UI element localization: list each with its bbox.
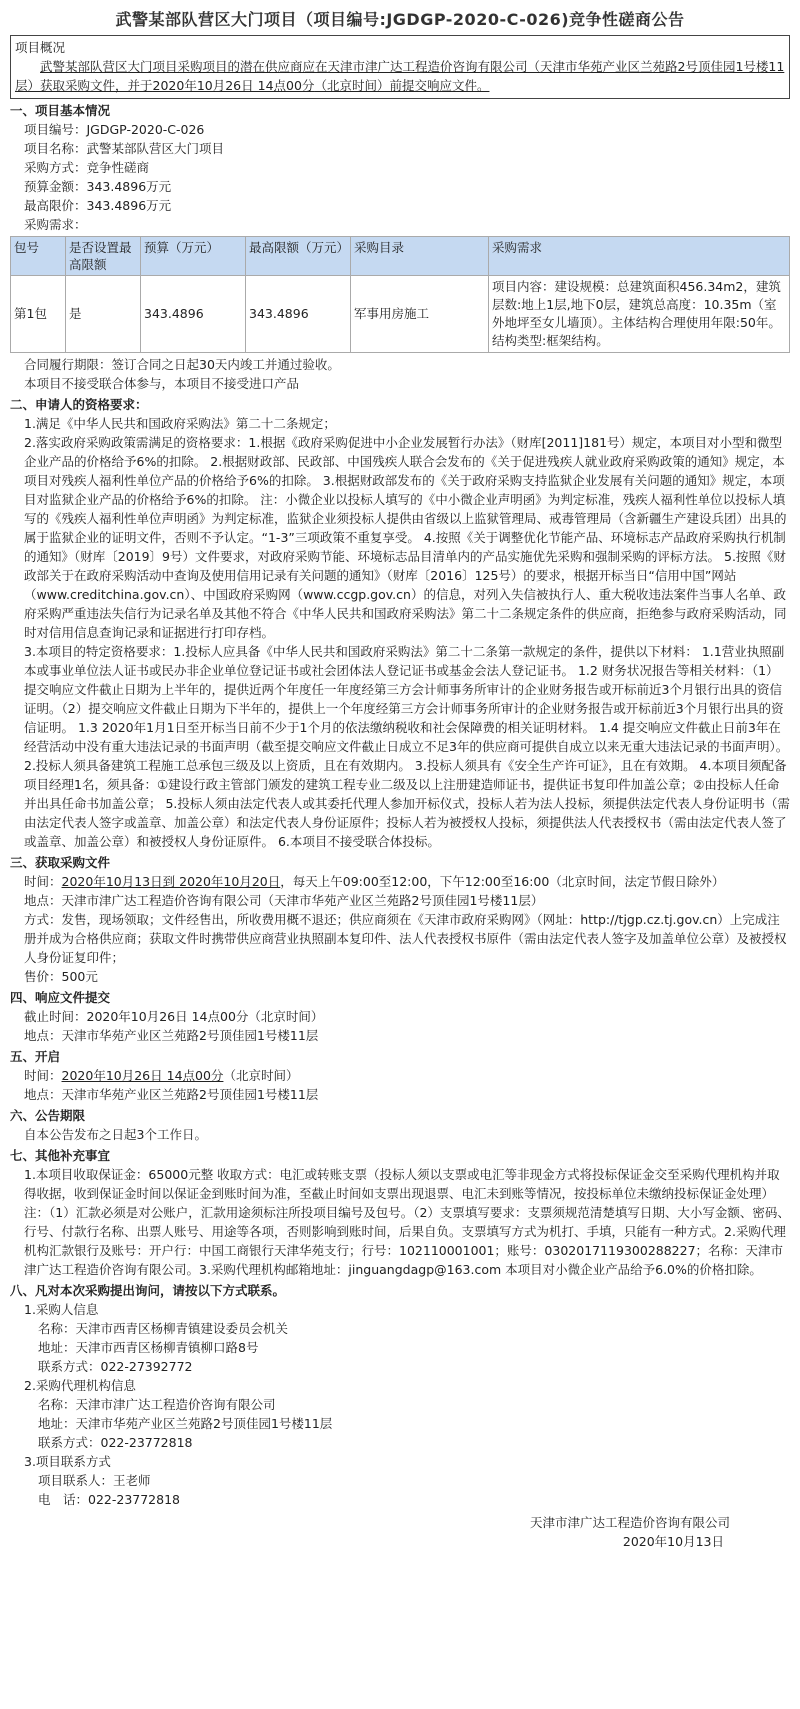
signature-block [10, 1513, 790, 1551]
section-6-body [10, 1125, 790, 1144]
col-header-budget: 预算（万元） [141, 237, 246, 276]
project-contact-title: 3.项目联系方式 [24, 1454, 111, 1469]
signature-date: 2020年10月13日 [622, 1534, 724, 1549]
project-name: 项目名称：武警某部队营区大门项目 [24, 141, 225, 156]
section-5-body [10, 1066, 790, 1104]
overview-text-post: （北京时间）前提交响应文件。 [314, 78, 490, 93]
col-header-package: 包号 [11, 237, 66, 276]
opening-time-suffix: （北京时间） [223, 1068, 299, 1083]
opening-time [24, 1066, 790, 1085]
cell-needs: 项目内容：建设规模：总建筑面积456.34m2，建筑层数:地上1层,地下0层，建筑总高度：10.35m（室外地坪至女儿墙顶）。主体结构合理使用年限:50年。结构类型:框架结构。 [489, 276, 790, 353]
section-1-heading: 一、项目基本情况 [10, 103, 111, 118]
project-number: 项目编号：JGDGP-2020-C-026 [24, 122, 205, 137]
section-7-body [10, 1165, 790, 1279]
purchaser-title: 1.采购人信息 [24, 1302, 99, 1317]
consortium-note: 本项目不接受联合体参与，本项目不接受进口产品 [24, 376, 300, 391]
max-price: 最高限价：343.4896万元 [24, 198, 172, 213]
purchaser-contact: 联系方式：022-27392772 [38, 1359, 193, 1374]
obtain-price: 售价：500元 [24, 969, 98, 984]
opening-place: 地点：天津市华苑产业区兰苑路2号顶佳园1号楼11层 [24, 1087, 319, 1102]
obtain-time-label: 时间： [24, 874, 62, 889]
submit-deadline: 截止时间：2020年10月26日 14点00分（北京时间） [24, 1009, 324, 1024]
section-5-heading: 五、开启 [10, 1049, 61, 1064]
agency-name: 名称：天津市津广达工程造价咨询有限公司 [38, 1397, 276, 1412]
contract-period: 合同履行期限：签订合同之日起30天内竣工并通过验收。 [24, 357, 340, 372]
cell-max-limit: 343.4896 [246, 276, 351, 353]
qualification-p2: 2.落实政府采购政策需满足的资格要求：1.根据《政府采购促进中小企业发展暂行办法》（财库[2011]181号）规定，本项目对小型和微型企业产品的价格给予6%的扣除。 2.根据财政部、民政部、中国残疾人联合会发布的《关于促进残疾人就业政府采购政策的通知》规定，本项目对残疾人福利性单位产品的价格给予6%的扣除。 3.根据财政部发布的《关于政府采购支持监狱企业发展有关问题的通知》规定，本项目对监狱企业产品的价格给予6%的扣除。 注：小微企业以投标人填写的《中小微企业声明函》为判定标准，残疾人福利性单位以投标人填写的《残疾人福利性单位声明函》为判定标准，监狱企业须投标人提供由省级以上监狱管理局、戒毒管理局（含新疆生产建设兵团）出具的属于监狱企业的证明文件，否则不予认定。“1-3”三项政策不重复享受。 4.按照《关于调整优化节能产品、环境标志产品政府采购执行机制的通知》（财库〔2019〕9号）文件要求，对政府采购节能、环境标志品目清单内的产品实施优先采购和强制采购的评标方法。 5.按照《财政部关于在政府采购活动中查询及使用信用记录有关问题的通知》（财库〔2016〕125号）的要求，根据开标当日“信用中国”网站（www.creditchina.gov.cn）、中国政府采购网（www.ccgp.gov.cn）的信息，对列入失信被执行人、重大税收违法案件当事人名单、政府采购严重违法失信行为记录名单及其他不符合《中华人民共和国政府采购法》第二十二条规定条件的供应商，拒绝参与政府采购活动，同时对信用信息查询记录和证据进行打印存档。 [24, 435, 787, 640]
notice-period: 自本公告发布之日起3个工作日。 [24, 1127, 207, 1142]
cell-has-limit: 是 [66, 276, 141, 353]
purchaser-name: 名称：天津市西青区杨柳青镇建设委员会机关 [38, 1321, 289, 1336]
overview-text-pre: 武警某部队营区大门项目采购项目的潜在供应商应在天津市津广达工程造价咨询有限公司（天津市华苑产业区兰苑路2号顶佳园1号楼11层）获取采购文件，并于 [15, 59, 785, 93]
opening-time-value: 2020年10月26日 14点00分 [61, 1068, 224, 1083]
submit-place: 地点：天津市华苑产业区兰苑路2号顶佳园1号楼11层 [24, 1028, 319, 1043]
qualification-p1: 1.满足《中华人民共和国政府采购法》第二十二条规定； [24, 416, 336, 431]
agency-title: 2.采购代理机构信息 [24, 1378, 136, 1393]
obtain-time-range: 2020年10月13日到 2020年10月20日 [61, 874, 281, 889]
signature-org: 天津市津广达工程造价咨询有限公司 [529, 1515, 730, 1530]
section-6-heading: 六、公告期限 [10, 1108, 86, 1123]
requirements-table [10, 236, 790, 353]
procurement-method: 采购方式：竞争性磋商 [24, 160, 150, 175]
opening-time-label: 时间： [24, 1068, 62, 1083]
cell-catalog: 军事用房施工 [351, 276, 489, 353]
page-title: 武警某部队营区大门项目（项目编号:JGDGP-2020-C-026)竞争性磋商公告 [115, 10, 685, 29]
project-contact-person: 项目联系人：王老师 [38, 1473, 151, 1488]
obtain-place: 地点：天津市津广达工程造价咨询有限公司（天津市华苑产业区兰苑路2号顶佳园1号楼11层） [24, 893, 544, 908]
overview-deadline: 2020年10月26日 14点00分 [152, 78, 315, 93]
agency-address: 地址：天津市华苑产业区兰苑路2号顶佳园1号楼11层 [38, 1416, 333, 1431]
project-contact-phone: 电 话：022-23772818 [38, 1492, 180, 1507]
table-row [11, 276, 790, 353]
cell-budget: 343.4896 [141, 276, 246, 353]
section-8-heading: 八、凡对本次采购提出询问，请按以下方式联系。 [10, 1283, 286, 1298]
section-1-body [10, 120, 790, 234]
section-2-body [10, 414, 790, 851]
col-header-max-limit: 最高限额（万元） [246, 237, 351, 276]
col-header-needs: 采购需求 [489, 237, 790, 276]
agency-contact: 联系方式：022-23772818 [38, 1435, 193, 1450]
budget-amount: 预算金额：343.4896万元 [24, 179, 172, 194]
section-4-heading: 四、响应文件提交 [10, 990, 111, 1005]
cell-package: 第1包 [11, 276, 66, 353]
announcement-page [10, 0, 790, 1551]
procurement-needs-label: 采购需求： [24, 217, 87, 232]
section-1-after [10, 355, 790, 393]
section-4-body [10, 1007, 790, 1045]
table-header-row [11, 237, 790, 276]
supplementary-text: 1.本项目收取保证金：65000元整 收取方式：电汇或转账支票（投标人须以支票或电汇等非现金方式将投标保证金交至采购代理机构并取得收据，收到保证金时间以保证金到账时间为准，至截止时间如支票出现退票、电汇未到账等情况，按投标单位未缴纳投标保证金处理）注：（1）汇款必须是对公账户，汇款用途须标注所投项目编号及包号。（2）支票填写要求：支票须规范清楚填写日期、大小写金额、密码、行号、付款行名称、出票人账号、用途等各项，否则影响到账时间，后果自负。支票填写方式为机打、手填，只能有一种方式。2.采购代理机构汇款银行及账号：开户行：中国工商银行天津华苑支行；行号：102110001001；账号：0302017119300288227；名称：天津市津广达工程造价咨询有限公司。3.采购代理机构邮箱地址：jinguangdagp@163.com 本项目对小微企业产品给予6.0%的价格扣除。 [24, 1167, 790, 1277]
obtain-time [24, 872, 790, 891]
section-7-heading: 七、其他补充事宜 [10, 1148, 111, 1163]
qualification-p3: 3.本项目的特定资格要求：1.投标人应具备《中华人民共和国政府采购法》第二十二条第一款规定的条件，提供以下材料： 1.1营业执照副本或事业单位法人证书或民办非企业单位登记证书或社会团体法人登记证书或基金会法人登记证书。 1.2 财务状况报告等相关材料：（1）提交响应文件截止日期为上半年的，提供近两个年度任一年度经第三方会计师事务所审计的企业财务报告或开标前近3个月银行出具的资信证明。（2）提交响应文件截止日期为下半年的，提供上一个年度经第三方会计师事务所审计的企业财务报告或开标前近3个月银行出具的资信证明。 1.3 2020年1月1日至开标当日前不少于1个月的依法缴纳税收和社会保障费的相关证明材料。 1.4 提交响应文件截止日前3年在经营活动中没有重大违法记录的书面声明（截至提交响应文件截止日成立不足3年的供应商可提供自成立以来无重大违法记录的书面声明）。 2.投标人须具备建筑工程施工总承包三级及以上资质，且在有效期内。 3.投标人须具有《安全生产许可证》，且在有效期。 4.本项目须配备项目经理1名，须具备：①建设行政主管部门颁发的建筑工程专业二级及以上注册建造师证书，提供证书复印件加盖公章；②由投标人任命并出具任命书加盖公章； 5.投标人须由法定代表人或其委托代理人参加开标仪式，投标人若为法人投标，须提供法定代表人身份证明书（需由法定代表人签字或盖章、加盖公章）和法定代表人身份证原件；投标人若为被授权人投标，须提供法人代表授权书（需由法定代表人签了或盖章、加盖公章）和被授权人身份证原件。 6.本项目不接受联合体投标。 [24, 644, 790, 849]
col-header-catalog: 采购目录 [351, 237, 489, 276]
obtain-method: 方式：发售，现场领取；文件经售出，所收费用概不退还；供应商须在《天津市政府采购网》（网址：http://tjgp.cz.tj.gov.cn）上完成注册并成为合格供应商；获取文件时携带供应商营业执照副本复印件、法人代表授权书原件（需由法定代表人签字及加盖单位公章）及被授权人身份证复印件； [24, 912, 787, 965]
section-3-heading: 三、获取采购文件 [10, 855, 111, 870]
section-8-body [10, 1300, 790, 1509]
purchaser-address: 地址：天津市西青区杨柳青镇柳口路8号 [38, 1340, 259, 1355]
overview-label: 项目概况 [15, 40, 66, 55]
section-3-body [10, 872, 790, 986]
obtain-time-rest: ，每天上午09:00至12:00，下午12:00至16:00（北京时间，法定节假日除外） [280, 874, 725, 889]
project-overview-box [10, 35, 790, 99]
overview-text [15, 57, 785, 95]
section-2-heading: 二、申请人的资格要求： [10, 397, 148, 412]
col-header-has-limit: 是否设置最高限额 [66, 237, 141, 276]
